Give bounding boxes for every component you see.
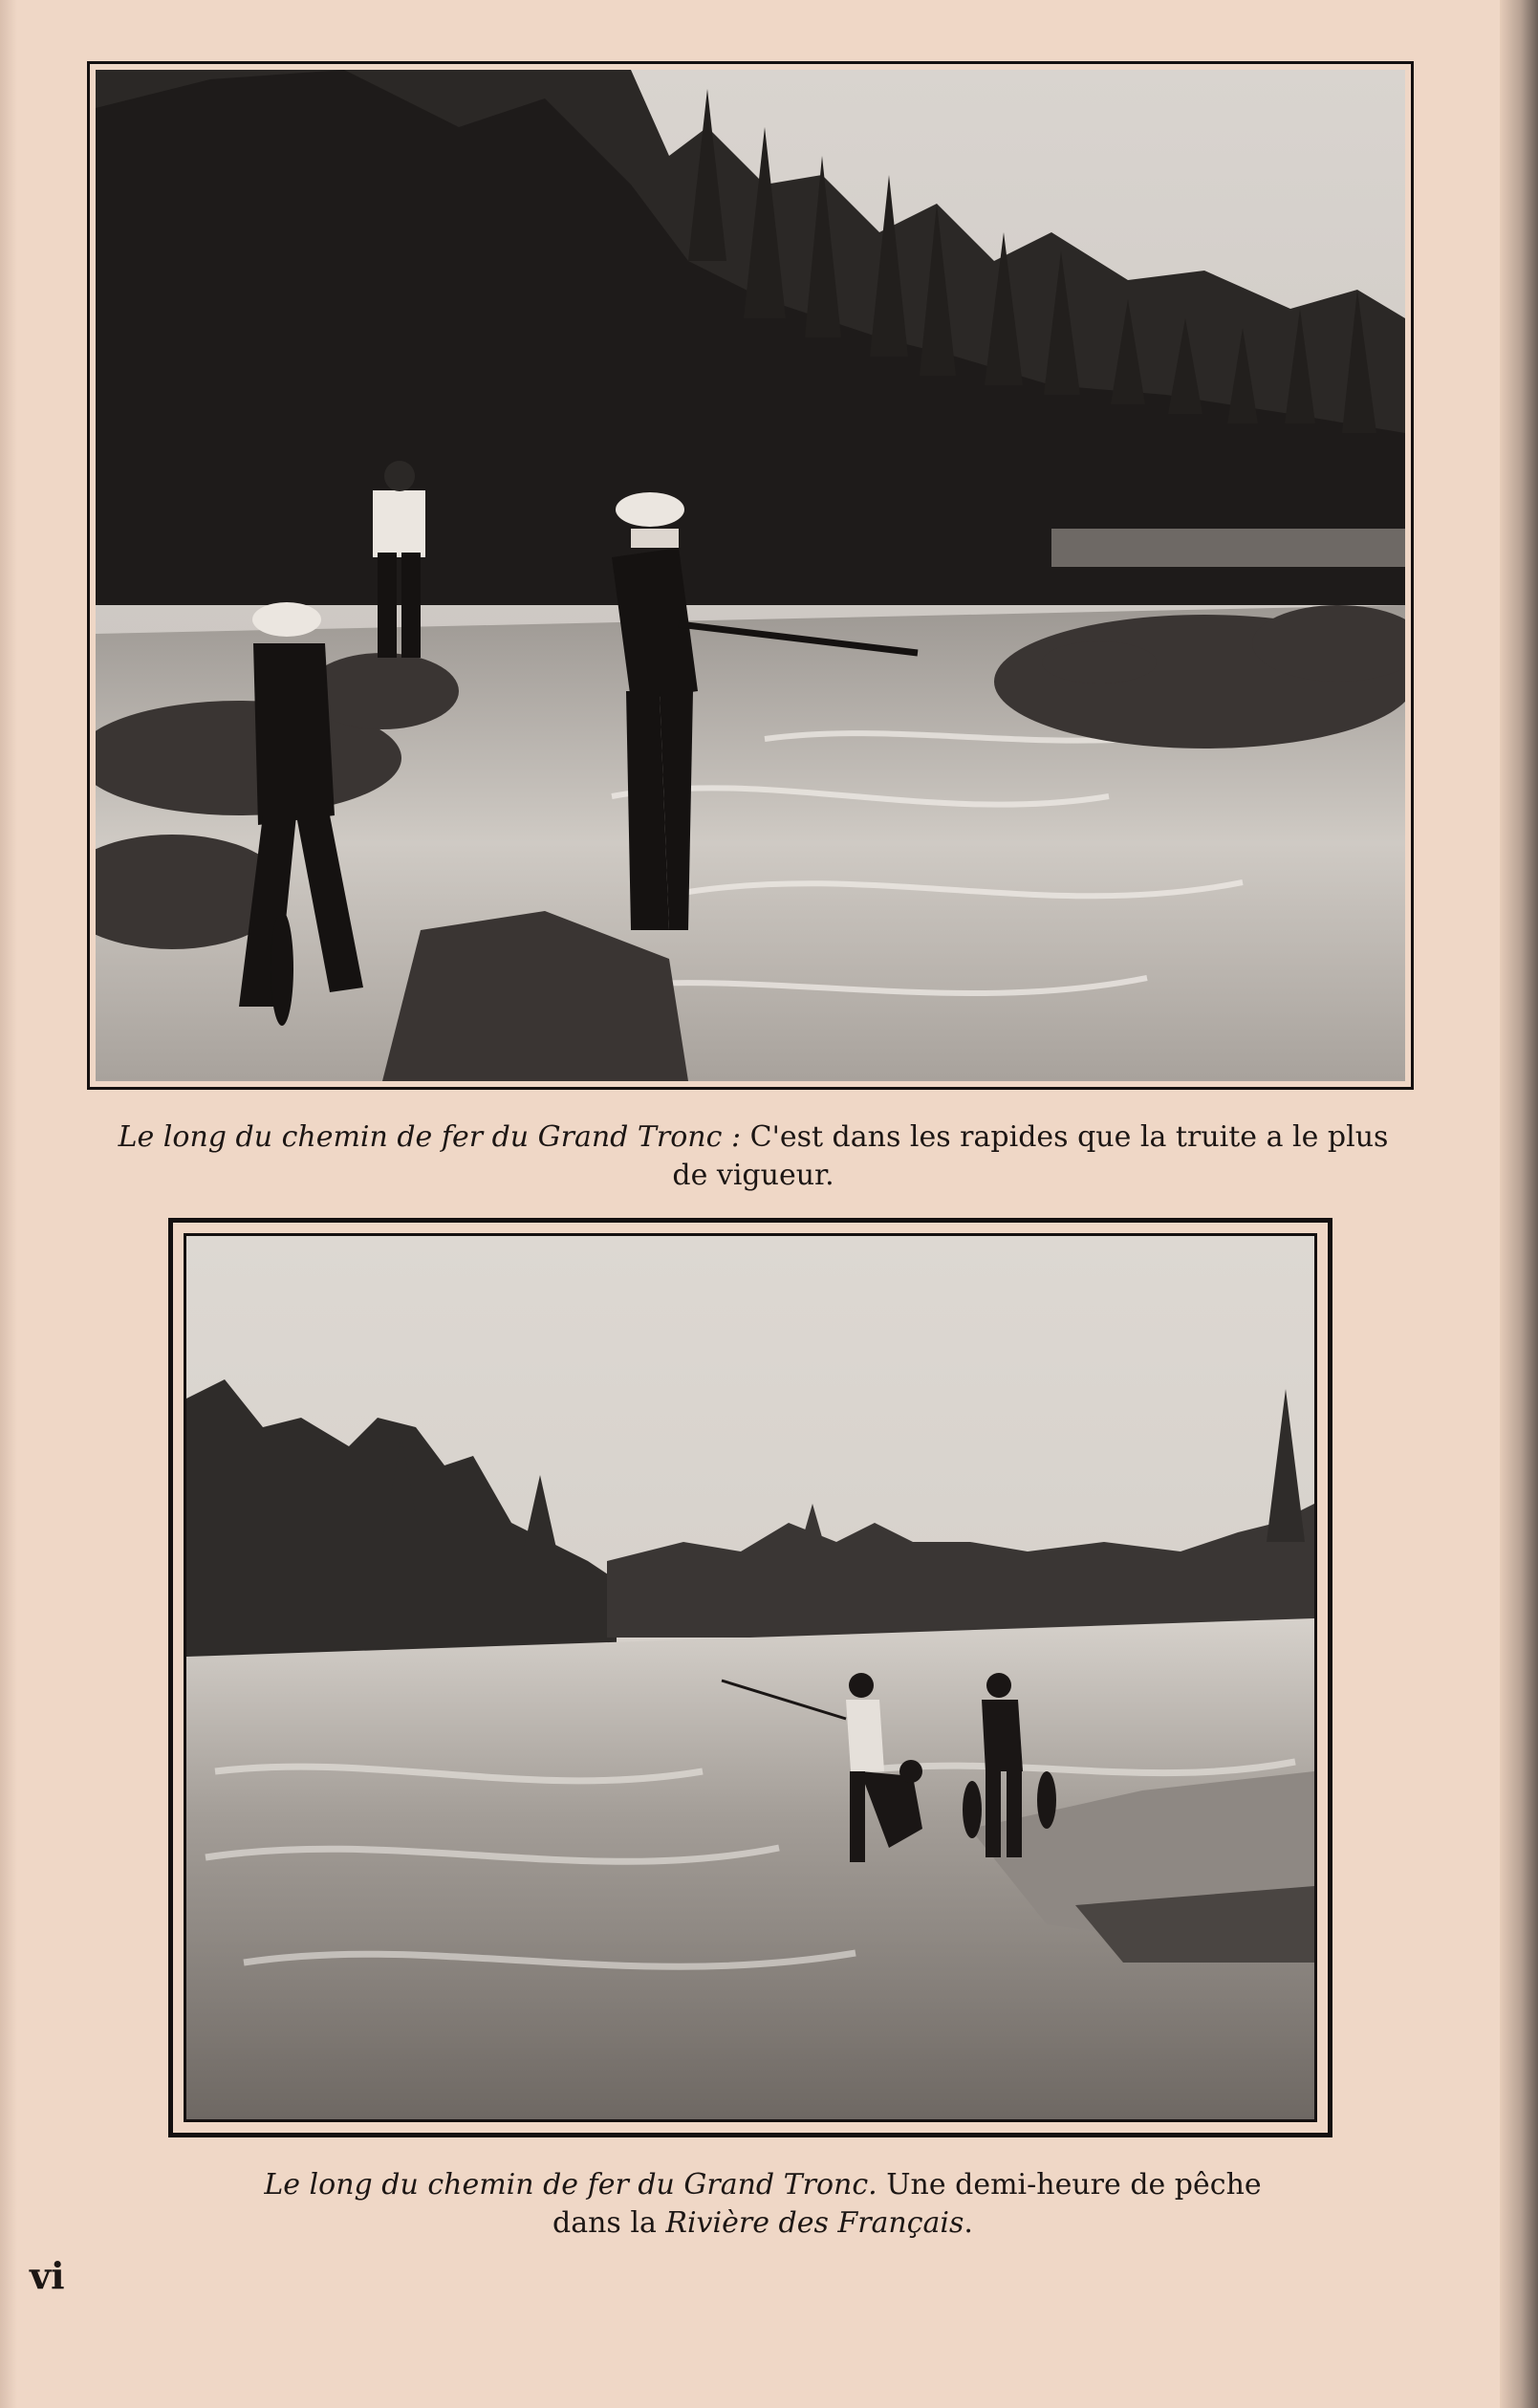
caption-2-line2-italic: Rivière des Français <box>665 2206 964 2240</box>
caption-2-line2-suffix: . <box>964 2206 973 2240</box>
page-number: vi <box>30 2254 65 2297</box>
caption-2-line2-prefix: dans la <box>552 2206 666 2240</box>
page-gutter-shadow <box>0 0 17 2408</box>
caption-1-text: C'est dans les rapides que la truite a le plus <box>741 1120 1389 1154</box>
photo-riviere-des-francais <box>168 1218 1332 2137</box>
photo-fishing-rapids-image <box>96 70 1405 1081</box>
caption-2-italic: Le long du chemin de fer du Grand Tronc. <box>264 2168 877 2202</box>
caption-2-text: Une demi-heure de pêche <box>877 2168 1262 2202</box>
caption-photo-2 <box>201 2166 1325 2243</box>
caption-1-italic: Le long du chemin de fer du Grand Tronc : <box>118 1120 742 1154</box>
photo-fishing-rapids <box>87 61 1414 1090</box>
caption-1-line2: de vigueur. <box>672 1159 834 1192</box>
caption-photo-1 <box>88 1118 1419 1195</box>
photo-riviere-des-francais-image <box>186 1236 1314 2119</box>
page-edge <box>1500 0 1538 2408</box>
